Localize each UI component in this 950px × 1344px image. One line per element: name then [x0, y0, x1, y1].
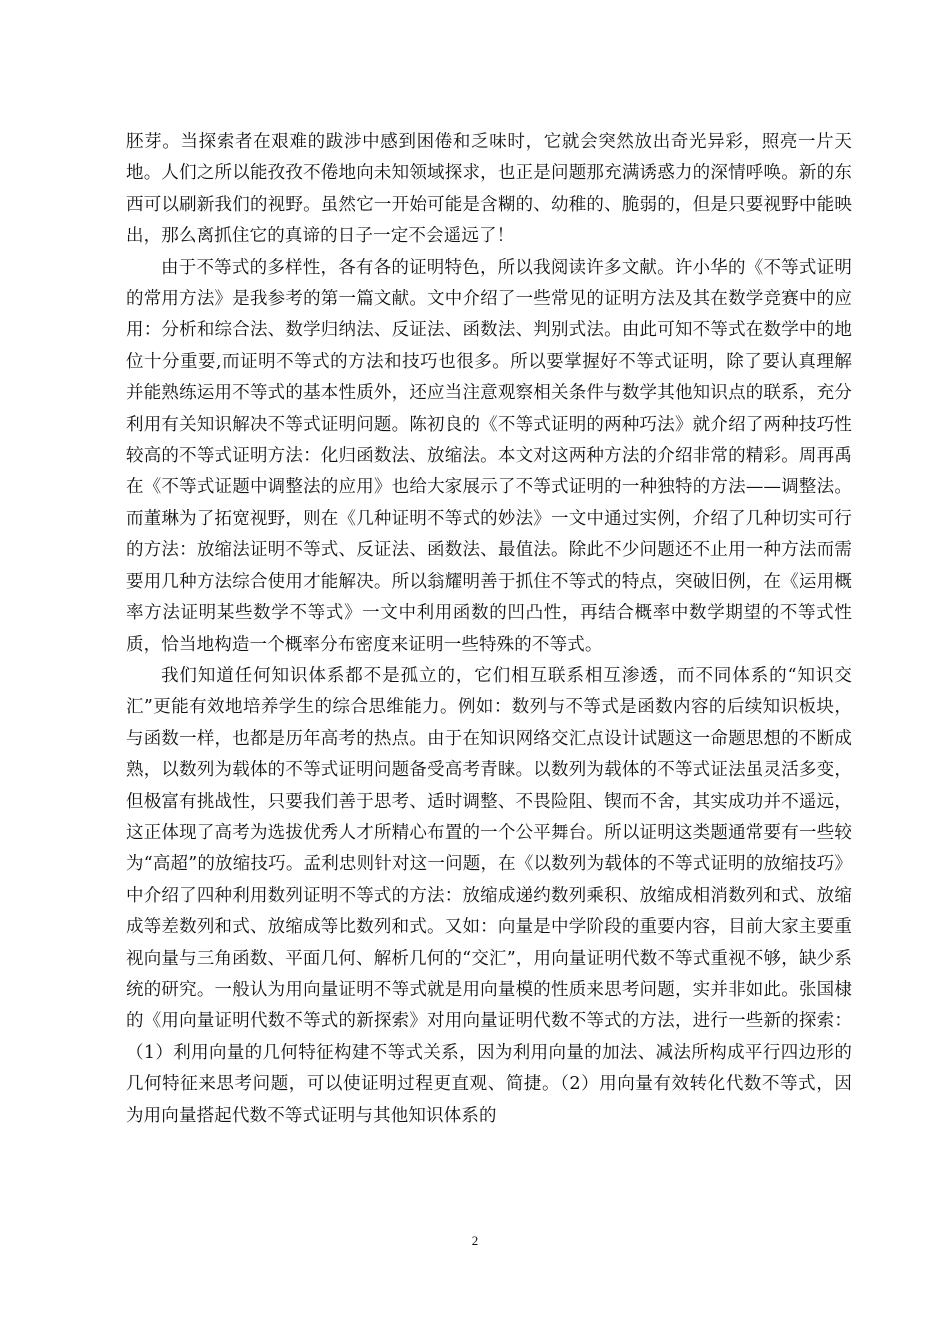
paragraph-knowledge-intersection: 我们知道任何知识体系都不是孤立的，它们相互联系相互渗透，而不同体系的“知识交汇”更能有效地培养学生的综合思维能力。例如：数列与不等式是函数内容的后续知识板块，与函数一样，也都是历年高考的热点。由于在知识网络交汇点设计试题这一命题思想的不断成熟，以数列为载体的不等式证明问题备受高考青睐。以数列为载体的不等式证法虽灵活多变，但极富有挑战性，只要我们善于思考、适时调整、不畏险阻、锲而不舍，其实成功并不遥远，这正体现了高考为选拔优秀人才所精心布置的一个公平舞台。所以证明这类题通常要有一些较为“高超”的放缩技巧。孟利忠则针对这一问题，在《以数列为载体的不等式证明的放缩技巧》中介绍了四种利用数列证明不等式的方法：放缩成递约数列乘积、放缩成相消数列和式、放缩成等差数列和式、放缩成等比数列和式。又如：向量是中学阶段的重要内容，目前大家主要重视向量与三角函数、平面几何、解析几何的“交汇”，用向量证明代数不等式重视不够，缺少系统的研究。一般认为用向量证明不等式就是用向量模的性质来思考问题，实并非如此。张国棣的《用向量证明代数不等式的新探索》对用向量证明代数不等式的方法，进行一些新的探索：（1）利用向量的几何特征构建不等式关系，因为利用向量的加法、减法所构成平行四边形的几何特征来思考问题，可以使证明过程更直观、简捷。（2）用向量有效转化代数不等式，因为用向量搭起代数不等式证明与其他知识体系的: [126, 665, 852, 1126]
page-number: 2: [471, 1233, 479, 1248]
paragraph-literature-review: 由于不等式的多样性，各有各的证明特色，所以我阅读许多文献。许小华的《不等式证明的常用方法》是我参考的第一篇文献。文中介绍了一些常见的证明方法及其在数学竞赛中的应用：分析和综合法、数学归纳法、反证法、函数法、判别式法。由此可知不等式在数学中的地位十分重要,而证明不等式的方法和技巧也很多。所以要掌握好不等式证明，除了要认真理解并能熟练运用不等式的基本性质外，还应当注意观察相关条件与数学其他知识点的联系，充分利用有关知识解决不等式证明问题。陈初良的《不等式证明的两种巧法》就介绍了两种技巧性较高的不等式证明方法：化归函数法、放缩法。本文对这两种方法的介绍非常的精彩。周再禹在《不等式证题中调整法的应用》也给大家展示了不等式证明的一种独特的方法——调整法。而董琳为了拓宽视野，则在《几种证明不等式的妙法》一文中通过实例，介绍了几种切实可行的方法：放缩法证明不等式、反证法、函数法、最值法。除此不少问题还不止用一种方法而需要用几种方法综合使用才能解决。所以翁耀明善于抓住不等式的特点，突破旧例，在《运用概率方法证明某些数学不等式》一文中利用函数的凹凸性，再结合概率中数学期望的不等式性质，恰当地构造一个概率分布密度来证明一些特殊的不等式。: [126, 257, 852, 655]
paragraph-continuation: 胚芽。当探索者在艰难的跋涉中感到困倦和乏味时，它就会突然放出奇光异彩，照亮一片天地。人们之所以能孜孜不倦地向未知领域探求，也正是问题那充满诱惑力的深情呼唤。新的东西可以刷新我们的视野。虽然它一开始可能是含糊的、幼稚的、脆弱的，但是只要视野中能映出，那么离抓住它的真谛的日子一定不会遥远了！: [126, 132, 852, 247]
body-text: [126, 127, 852, 1132]
